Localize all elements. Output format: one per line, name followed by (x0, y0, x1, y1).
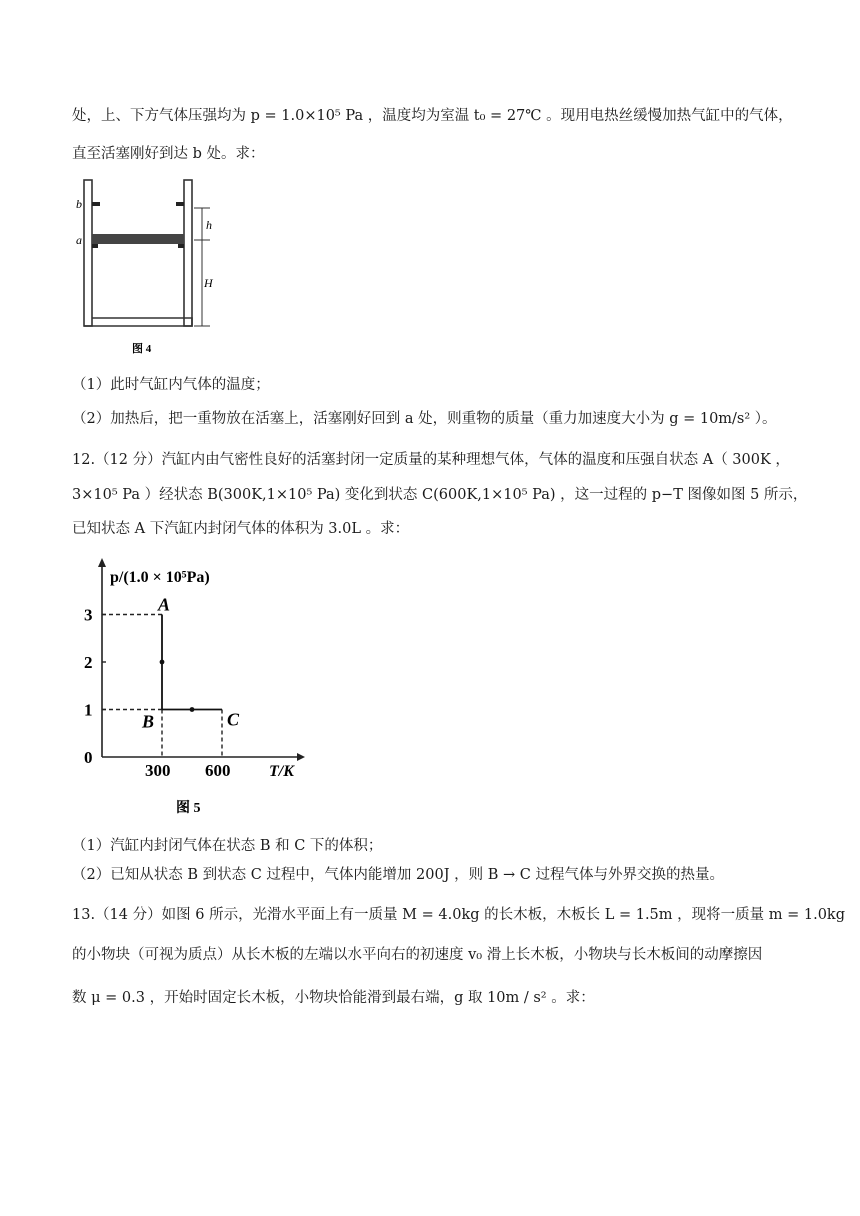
q13-text-line-3: 数 μ = 0.3 ，开始时固定长木板，小物块恰能滑到最右端，g 取 10m / s² 。求： (72, 990, 595, 1006)
label-H: H (204, 276, 213, 290)
stopper-b-right (176, 202, 184, 206)
cylinder-bottom (84, 318, 192, 326)
y-axis-arrow-icon (98, 558, 106, 567)
y-tick-label-3: 3 (84, 605, 93, 625)
q12-text-line-3: 已知状态 A 下汽缸内封闭气体的体积为 3.0L 。求： (72, 521, 410, 537)
point-label-B: B (142, 711, 155, 732)
label-b: b (76, 197, 82, 211)
q12-sub-question-1: （1）汽缸内封闭气体在状态 B 和 C 下的体积； (72, 838, 383, 854)
y-tick-label-2: 2 (84, 653, 93, 672)
figure-5-caption: 图 5 (176, 801, 201, 816)
direction-dot-B-C (190, 707, 195, 712)
q13-text-line-1: 13.（14 分）如图 6 所示，光滑水平面上有一质量 M = 4.0kg 的长木板，木板长 L = 1.5m ，现将一质量 m = 1.0kg (72, 907, 845, 923)
x-axis-arrow-icon (297, 753, 305, 761)
q12-text-line-1: 12.（12 分）汽缸内由气密性良好的活塞封闭一定质量的某种理想气体，气体的温度和压强自状态 A（ 300K ， (72, 452, 790, 468)
label-h: h (206, 218, 212, 232)
q11-text-line-2: 直至活塞刚好到达 b 处。求： (72, 146, 265, 162)
cylinder-right-wall (184, 180, 192, 326)
q11-sub-question-1: （1）此时气缸内气体的温度； (72, 377, 270, 393)
x-axis-label: T/K (269, 763, 294, 780)
direction-dot-A-B (160, 660, 165, 665)
x-tick-label-600: 600 (205, 761, 231, 780)
cylinder-left-wall (84, 180, 92, 326)
stopper-b-left (92, 202, 100, 206)
label-a: a (76, 233, 82, 247)
q12-sub-question-2: （2）已知从状态 B 到状态 C 过程中，气体内能增加 200J ，则 B → C 过程气体与外界交换的热量。 (72, 867, 724, 883)
q11-sub-question-2: （2）加热后，把一重物放在活塞上，活塞刚好回到 a 处，则重物的质量（重力加速度大小为 g = 10m/s² ）。 (72, 411, 777, 427)
point-label-A: A (158, 594, 171, 615)
stopper-a-right (178, 244, 184, 248)
stopper-a-left (92, 244, 98, 248)
q12-text-line-2: 3×10⁵ Pa ）经状态 B(300K,1×10⁵ Pa) 变化到状态 C(600K,1×10⁵ Pa) ，这一过程的 p−T 图像如图 5 所示， (72, 487, 808, 503)
q11-text-line-1: 处，上、下方气体压强均为 p = 1.0×10⁵ Pa ，温度均为室温 t₀ = 27℃ 。现用电热丝缓慢加热气缸中的气体， (72, 108, 793, 124)
y-tick-label-1: 1 (84, 700, 93, 720)
figure-5-pT-chart (72, 552, 312, 822)
piston (92, 234, 184, 244)
q13-text-line-2: 的小物块（可视为质点）从长木板的左端以水平向右的初速度 v₀ 滑上长木板，小物块与长木板间的动摩擦因 (72, 947, 763, 963)
point-label-C: C (227, 709, 240, 730)
x-tick-label-300: 300 (145, 761, 171, 780)
figure-4-cylinder-diagram (72, 172, 232, 362)
figure-4-caption: 图 4 (132, 343, 152, 355)
y-axis-label: p/(1.0 × 10⁵Pa) (110, 569, 210, 586)
y-tick-label-0: 0 (84, 748, 93, 767)
